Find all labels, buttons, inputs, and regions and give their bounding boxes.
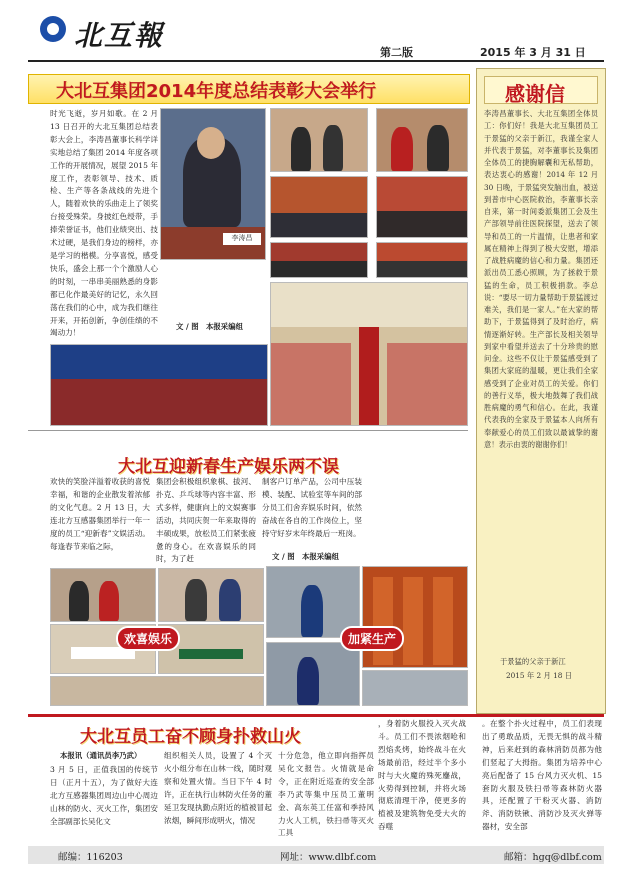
newspaper-masthead: 北互報 xyxy=(74,19,165,52)
story1-title: 大北互集团2014年度总结表彰大会举行 xyxy=(56,81,377,102)
story2-title: 大北互迎新春生产娱乐两不误 xyxy=(118,457,339,477)
story3-title: 大北互员工奋不顾身扑救山火 xyxy=(80,727,301,747)
divider-2 xyxy=(28,714,604,717)
story3-body-col1: 3 月 5 日，正值我国的传统节日（正月十五），为了做好大连北方互感器集团周边山中心周边山林的防火、灭火工作，集团安全部副部长吴化文 xyxy=(50,765,158,826)
tug-of-war-photo xyxy=(50,568,156,622)
tag-production: 加紧生产 xyxy=(340,626,404,651)
issue-date: 2015 年 3 月 31 日 xyxy=(480,46,586,59)
page-footer xyxy=(28,846,604,864)
conference-hall-photo xyxy=(50,344,268,426)
letter-body: 李涛昌董事长、大北互集团全体员工：你们好！我是大北互集团员工于景猛的父亲于新江，我谨全家人并代表于景猛，对李董事长及集团全体员工的捷胸解囊和无私帮助，表达衷心的感谢！2014 年 12 月 30 日晚，于景猛突发脑出血，被送到普市中心医院救治，李董事长亲自来，第一时间委派集团工会及生产部领导前往医院探望，送去了领导和员工的一片温情，让患者和家属在精神上得到了极大安慰，增添了战胜病魔的信心和力量。集团还派出员工悉心照顾，为了拯救于景猛的生命，员工积极捐款。李总说：“要尽一切力量帮助于景猛渡过难关，我们是一家人。”在大家的帮助下，于景猛得到了及时治疗，病情逐渐好转。生产部长及相关领导到家中看望并送去了十分珍贵的慰问金。这些不仅让于景猛感受到了集团大家庭的温暖，更让我们全家感受到了企业对员工的关爱。你们的善行义举，极大地鼓舞了我们战胜病魔的勇气和信心。在此，我谨代表我的全家及于景猛本人向所有奉献爱心的员工们致以最诚挚的谢意！表示由衷的谢谢你们！ xyxy=(484,109,598,449)
header-rule xyxy=(28,60,604,62)
award-photo-3 xyxy=(270,176,368,238)
story3-body-col5: 。在整个扑火过程中，员工们表现出了勇敢品质，无畏无惧的战斗精神，后来赶到的森林消防员都为他们竖起了大拇指。集团为培养中心亮后配备了 15 台风力灭火机、15 套防火服及铁扫帚等森林防火器具，还配置了干粉灭火器、消防斧、消防铁锹、消防沙及灭火弹等器材，安全部 xyxy=(482,719,602,832)
story3-body-col3: 十分危急，他立即向指挥员吴化文报告。火情就是命令，正在附近巡查的安全部李乃武等集中压员工董明金、高东英工任富和季持风力火人工机，铁扫帚等灭火工具 xyxy=(278,751,374,838)
workshop-photo-4 xyxy=(362,670,468,706)
footer-website[interactable]: 网址：www.dlbf.com xyxy=(280,852,377,863)
story3-byline: 本报讯（通讯员李乃武） xyxy=(60,751,142,760)
story1-credit: 文 / 图 本报采编组 xyxy=(176,322,243,331)
activity-photo-strip xyxy=(50,676,264,706)
divider-1 xyxy=(28,430,468,431)
workshop-photo-2 xyxy=(362,566,468,668)
story2-body-col1: 欢快的笑脸洋溢着收获的喜悦幸福，和谐的企业散发着浓郁的文化气息。2 月 13 日，大连北方互感器集团举行一年一度的员工“迎新春”文娱活动。每逢春节来临之际， xyxy=(50,477,150,551)
company-logo-icon xyxy=(40,16,66,42)
chairman-speech-photo xyxy=(160,108,266,260)
footer-email[interactable]: 邮箱：hgq@dlbf.com xyxy=(504,852,602,863)
letter-title: 感谢信 xyxy=(505,82,565,106)
nameplate: 李涛昌 xyxy=(223,233,261,245)
story1-body: 时光飞逝，岁月如歌。在 2 月 13 日召开的大北互集团总结表彰大会上，李涛昌董事长科学详实地总结了集团 2014 年度各项工作的开展情况，展望 2015 年度工作，表彰领导、技术、质检、生产等各条战线的先进个人，随着欢快的乐曲走上了领奖台接受殊荣。身披红色绶带，手捧荣誉证书，他们业绩突出、技术过硬，是我们身边的榜样，亦是学习的楷模。分享喜悦，感受快乐，盛会上那一个个激励人心的时刻，一串串美丽熟悉的身影都已化作最美好的记忆，永久回荡在我们的心中，成为我们继往开来，开拓创新，争创佳绩的不竭动力！ xyxy=(50,109,158,338)
footer-postcode: 邮编：116203 xyxy=(58,852,123,863)
letter-signature: 于景猛的父亲于新江 xyxy=(500,657,566,666)
chess-photo xyxy=(158,568,264,622)
story3-body-col2: 组织相关人员，设置了 4 个灭火小组分布在山林一线，随时观察和处置火情。当日下午 4 时许，正在执行山林防火任务的董延卫发现执勤点附近的植被冒起浓烟，瞬间形成明火，情况 xyxy=(164,751,272,825)
story3-body-col4: ，身着防火服投入灭火战斗。员工们不畏浓烟呛和烈焰炙烤，始终战斗在火场最前沿，经过半个多小时与大火魔的殊死鏖战，火势得到控制，并将火场彻底清理干净，使更多的植被及建筑物免受大火的吞噬 xyxy=(378,719,466,832)
letter-date: 2015 年 2 月 18 日 xyxy=(506,671,572,680)
award-photo-5 xyxy=(270,242,368,278)
story2-body-col2: 集团会积极组织象棋、拔河、扑克、乒乓球等内容丰富、形式多样，健康向上的文娱赛事活动，共同庆贺一年来取得的丰硕成果，放松员工们紧张疲惫的身心。在欢喜娱乐的同时，为了赶 xyxy=(156,477,256,564)
edition-label: 第二版 xyxy=(380,46,413,59)
story2-body-col3: 制客户订单产品，公司中压装模、装配、试验室等车间的部分员工们舍弃娱乐时间，依然奋战在各自的工作岗位上，坚持守好岁末年终最后一班岗。 xyxy=(262,477,362,538)
workshop-photo-3 xyxy=(266,642,360,706)
award-photo-1 xyxy=(270,108,368,172)
tag-entertainment: 欢喜娱乐 xyxy=(116,626,180,651)
award-photo-2 xyxy=(376,108,468,172)
award-photo-4 xyxy=(376,176,468,238)
award-photo-6 xyxy=(376,242,468,278)
banquet-hall-photo xyxy=(270,282,468,426)
story2-credit: 文 / 图 本报采编组 xyxy=(272,552,339,561)
